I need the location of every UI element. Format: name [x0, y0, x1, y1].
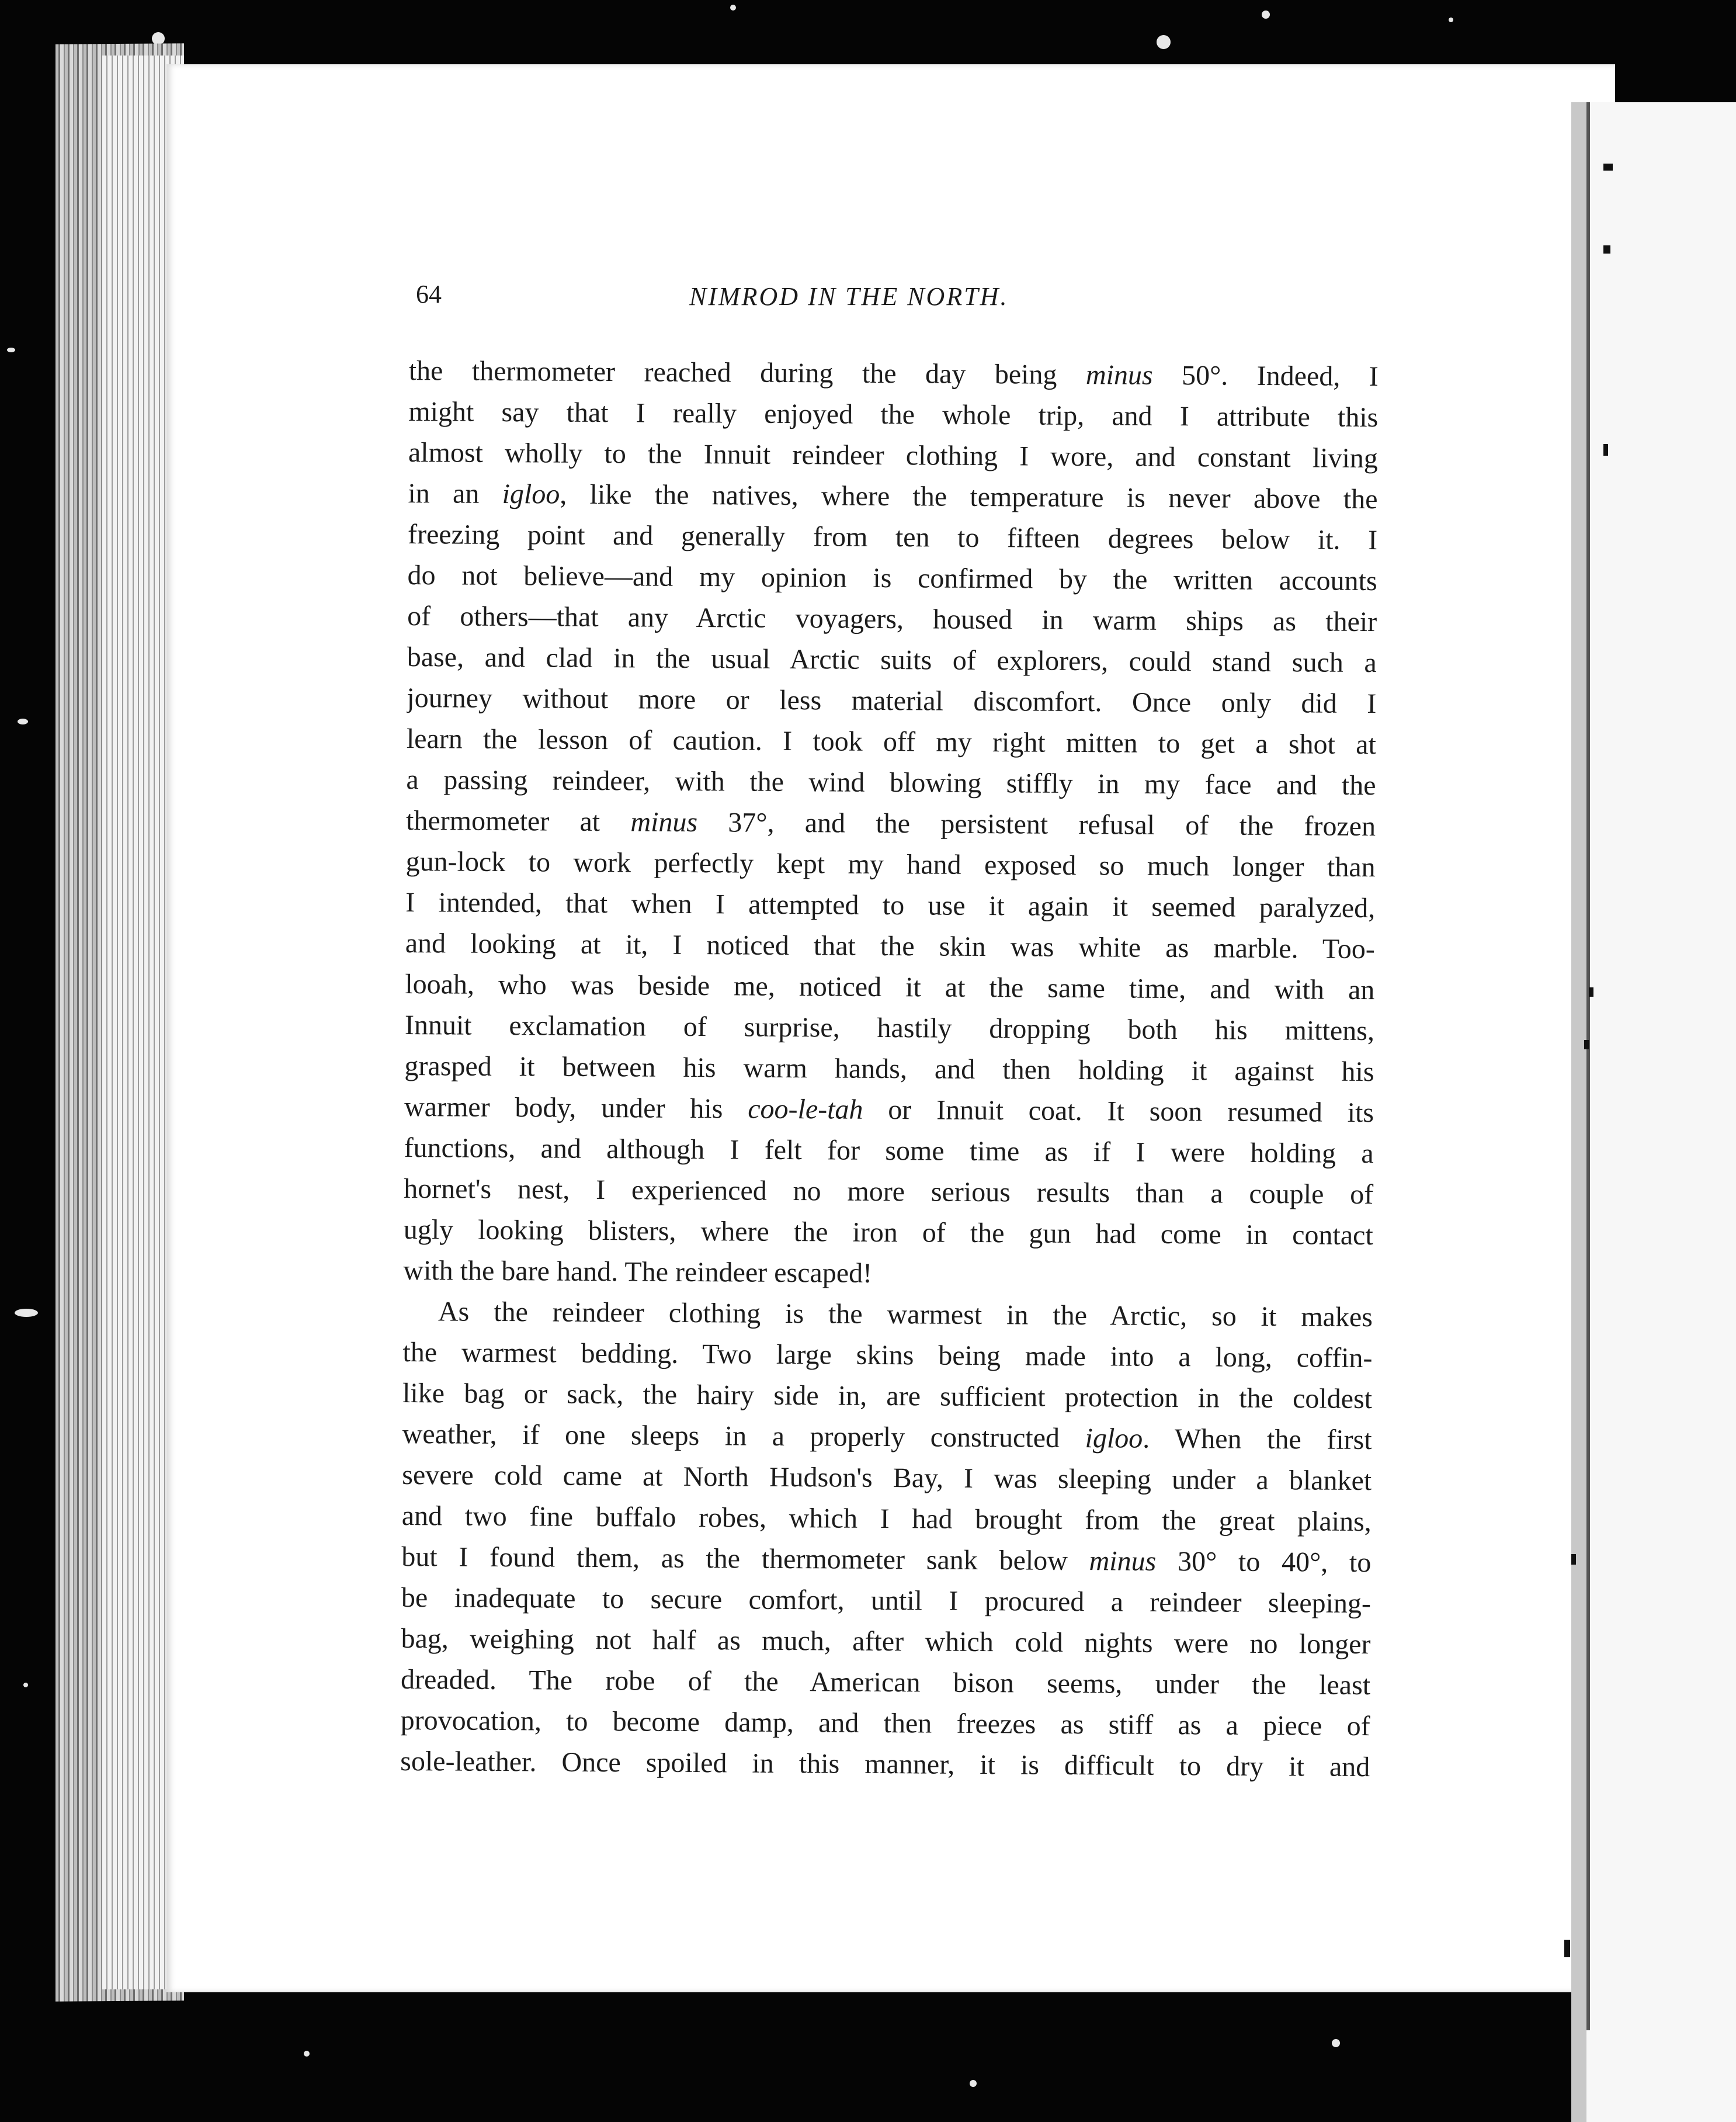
text-line: journey without more or less material discomfort. Once only did I [407, 682, 1377, 720]
text-line: a passing reindeer, with the wind blowing stiffly in my face and the [406, 764, 1376, 802]
edge-mark [1589, 987, 1593, 997]
text-line: provocation, to become damp, and then freezes as stiff as a piece of [400, 1704, 1370, 1742]
edge-mark [1584, 1040, 1589, 1049]
text-line: dreaded. The robe of the American bison seems, under the least [400, 1663, 1371, 1701]
text-line: thermometer at minus 37°, and the persistent refusal of the frozen [405, 805, 1376, 842]
text-line: be inadequate to secure comfort, until I procured a reindeer sleeping- [401, 1582, 1372, 1620]
text-line: freezing point and generally from ten to fifteen degrees below it. I [407, 518, 1378, 556]
scan-speck [304, 2051, 310, 2057]
scan-speck [1157, 35, 1171, 49]
scan-speck [970, 2080, 977, 2087]
text-line: ugly looking blisters, where the iron of the gun had come in contact [403, 1213, 1373, 1251]
text-line: sole-leather. Once spoiled in this manner, it is difficult to dry it and [400, 1745, 1370, 1783]
text-line: weather, if one sleeps in a properly constructed igloo. When the first [402, 1418, 1372, 1456]
facing-page-gutter-line [1586, 102, 1590, 2030]
facing-page-edge [1571, 102, 1736, 2122]
text-line: hornet's nest, I experienced no more serious results than a couple of [404, 1173, 1374, 1211]
edge-mark [1564, 1940, 1570, 1957]
text-line: and looking at it, I noticed that the skin was white as marble. Too- [405, 927, 1375, 965]
scan-speck [18, 719, 28, 724]
edge-mark [1603, 164, 1613, 171]
page-number: 64 [416, 280, 442, 308]
text-line: grasped it between his warm hands, and then holding it against his [404, 1050, 1374, 1088]
text-line: might say that I really enjoyed the whole trip, and I attribute this [408, 396, 1379, 434]
text-line: learn the lesson of caution. I took off my right mitten to get a shot at [406, 723, 1377, 761]
text-line: I intended, that when I attempted to use it again it seemed paralyzed, [405, 886, 1376, 924]
text-line: functions, and although I felt for some time as if I were holding a [404, 1132, 1374, 1170]
text-line: in an igloo, like the natives, where the temperature is never above the [408, 477, 1378, 515]
scan-speck [1262, 11, 1270, 19]
edge-mark [1571, 1554, 1576, 1565]
text-line: of others—that any Arctic voyagers, housed in warm ships as their [407, 600, 1377, 638]
scan-speck [7, 348, 15, 352]
text-line: looah, who was beside me, noticed it at the same time, and with an [405, 968, 1375, 1006]
text-line: and two fine buffalo robes, which I had brought from the great plains, [401, 1500, 1372, 1538]
running-head: NIMROD IN THE NORTH. [689, 282, 1009, 311]
text-line: Innuit exclamation of surprise, hastily dropping both his mittens, [404, 1009, 1375, 1047]
text-line: the warmest bedding. Two large skins being made into a long, coffin- [402, 1336, 1373, 1374]
text-line: severe cold came at North Hudson's Bay, I was sleeping under a blanket [402, 1459, 1372, 1497]
text-line: like bag or sack, the hairy side in, are sufficient protection in the coldest [402, 1377, 1373, 1415]
text-line: with the bare hand. The reindeer escaped! [403, 1254, 873, 1289]
scan-speck [1332, 2039, 1340, 2047]
scan-speck [1449, 18, 1453, 22]
edge-mark [1603, 245, 1610, 254]
text-line: do not believe—and my opinion is confirmed by the written accounts [407, 559, 1377, 597]
text-line: base, and clad in the usual Arctic suits of explorers, could stand such a [407, 641, 1377, 679]
scan-speck [15, 1309, 38, 1317]
text-line: gun-lock to work perfectly kept my hand exposed so much longer than [405, 845, 1376, 883]
text-line: almost wholly to the Innuit reindeer clothing I wore, and constant living [408, 436, 1379, 474]
text-line: but I found them, as the thermometer sank below minus 30° to 40°, to [401, 1541, 1372, 1579]
text-line: warmer body, under his coo-le-tah or Innuit coat. It soon resumed its [404, 1091, 1374, 1129]
scan-speck [730, 5, 736, 11]
text-line: the thermometer reached during the day being minus 50°. Indeed, I [408, 355, 1379, 393]
text-line: bag, weighing not half as much, after which cold nights were no longer [401, 1622, 1371, 1660]
scan-speck [23, 1683, 28, 1687]
edge-mark [1603, 444, 1608, 456]
text-line: As the reindeer clothing is the warmest in the Arctic, so it makes [438, 1296, 1373, 1333]
